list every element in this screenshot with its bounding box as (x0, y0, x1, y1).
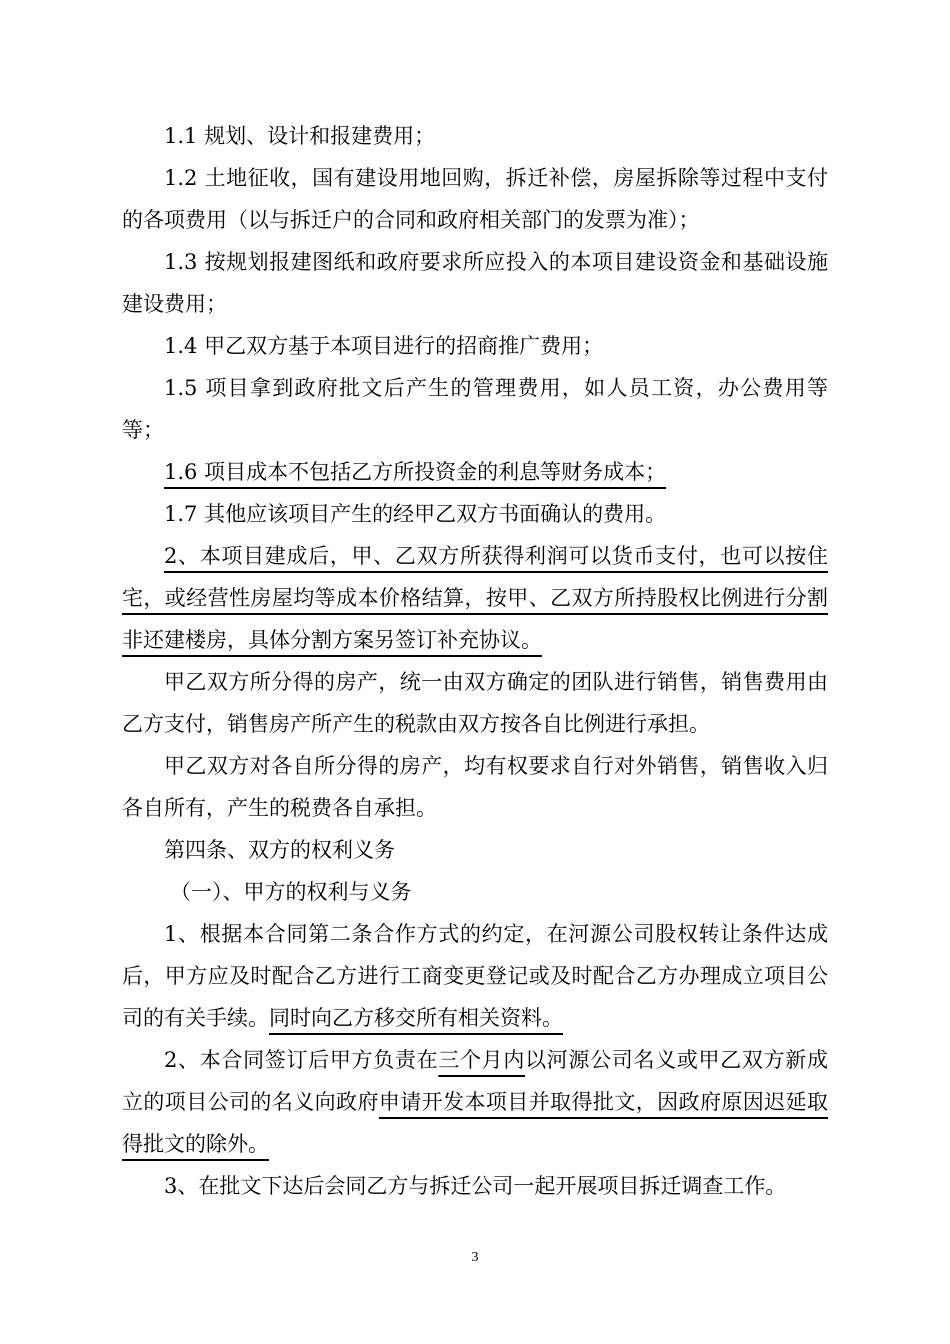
text-segment: 1.4 甲乙双方基于本项目进行的招商推广费用； (164, 334, 604, 358)
underlined-text-segment: 申请开发本项目并取得批文，因政府原因迟延取得批文的除外。 (122, 1090, 828, 1156)
underlined-text-segment: 同时向乙方移交所有相关资料。 (269, 1006, 563, 1030)
text-segment: 2、本合同签订后甲方负责在 (164, 1048, 439, 1072)
text-segment: 1.1 规划、设计和报建费用； (164, 124, 436, 148)
text-segment: 1.3 按规划报建图纸和政府要求所应投入的本项目建设资金和基础设施建设费用； (122, 250, 828, 316)
text-segment: 甲乙双方所分得的房产，统一由双方确定的团队进行销售，销售费用由乙方支付，销售房产所产生的税款由双方按各自比例进行承担。 (122, 670, 828, 736)
paragraph-3 (122, 661, 828, 745)
underlined-text-segment: 2、本项目建成后，甲、乙双方所获得利润可以货币支付，也可以按住宅，或经营性房屋均等成本价格结算，按甲、乙双方所持股权比例进行分割非还建楼房，具体分割方案另签订补充协议。 (122, 544, 828, 652)
text-segment: 1.2 土地征收，国有建设用地回购，拆迁补偿，房屋拆除等过程中支付的各项费用（以与拆迁户的合同和政府相关部门的发票为准）； (122, 166, 828, 232)
text-segment: （一）、甲方的权利与义务 (170, 880, 412, 904)
article-4-heading (122, 829, 828, 871)
text-segment: 1、根据本合同第二条合作方式的约定，在河源公司股权转让条件达成后，甲方应及时配合乙方进行工商变更登记或及时配合乙方办理成立项目公司的有关手续。 (122, 922, 828, 1030)
paragraph-1-4 (122, 325, 828, 367)
paragraph-1-3 (122, 241, 828, 325)
text-segment: 3、在批文下达后会同乙方与拆迁公司一起开展项目拆迁调查工作。 (164, 1174, 787, 1198)
paragraph-1-1 (122, 115, 828, 157)
paragraph-2 (122, 535, 828, 661)
paragraph-1-6 (122, 451, 828, 493)
paragraph-4 (122, 745, 828, 829)
paragraph-1-5 (122, 367, 828, 451)
underlined-text-segment: 三个月内 (438, 1048, 526, 1072)
paragraph-a-2 (122, 1039, 828, 1165)
paragraph-a-1 (122, 913, 828, 1039)
paragraph-a-3 (122, 1165, 828, 1207)
text-segment: 1.7 其他应该项目产生的经甲乙双方书面确认的费用。 (164, 502, 667, 526)
document-body (122, 115, 828, 1207)
section-party-a-heading (122, 871, 828, 913)
text-segment: 甲乙双方对各自所分得的房产，均有权要求自行对外销售，销售收入归各自所有，产生的税费各自承担。 (122, 754, 828, 820)
page-number: 3 (471, 1250, 479, 1265)
paragraph-1-2 (122, 157, 828, 241)
text-segment: 以河源公司名义或甲乙双方新成立的项目公司的名义向政府 (122, 1048, 828, 1114)
text-segment: 第四条、双方的权利义务 (164, 838, 395, 862)
paragraph-1-7 (122, 493, 828, 535)
underlined-text-segment: 1.6 项目成本不包括乙方所投资金的利息等财务成本； (164, 460, 667, 484)
text-segment: 1.5 项目拿到政府批文后产生的管理费用，如人员工资，办公费用等等； (122, 376, 828, 442)
